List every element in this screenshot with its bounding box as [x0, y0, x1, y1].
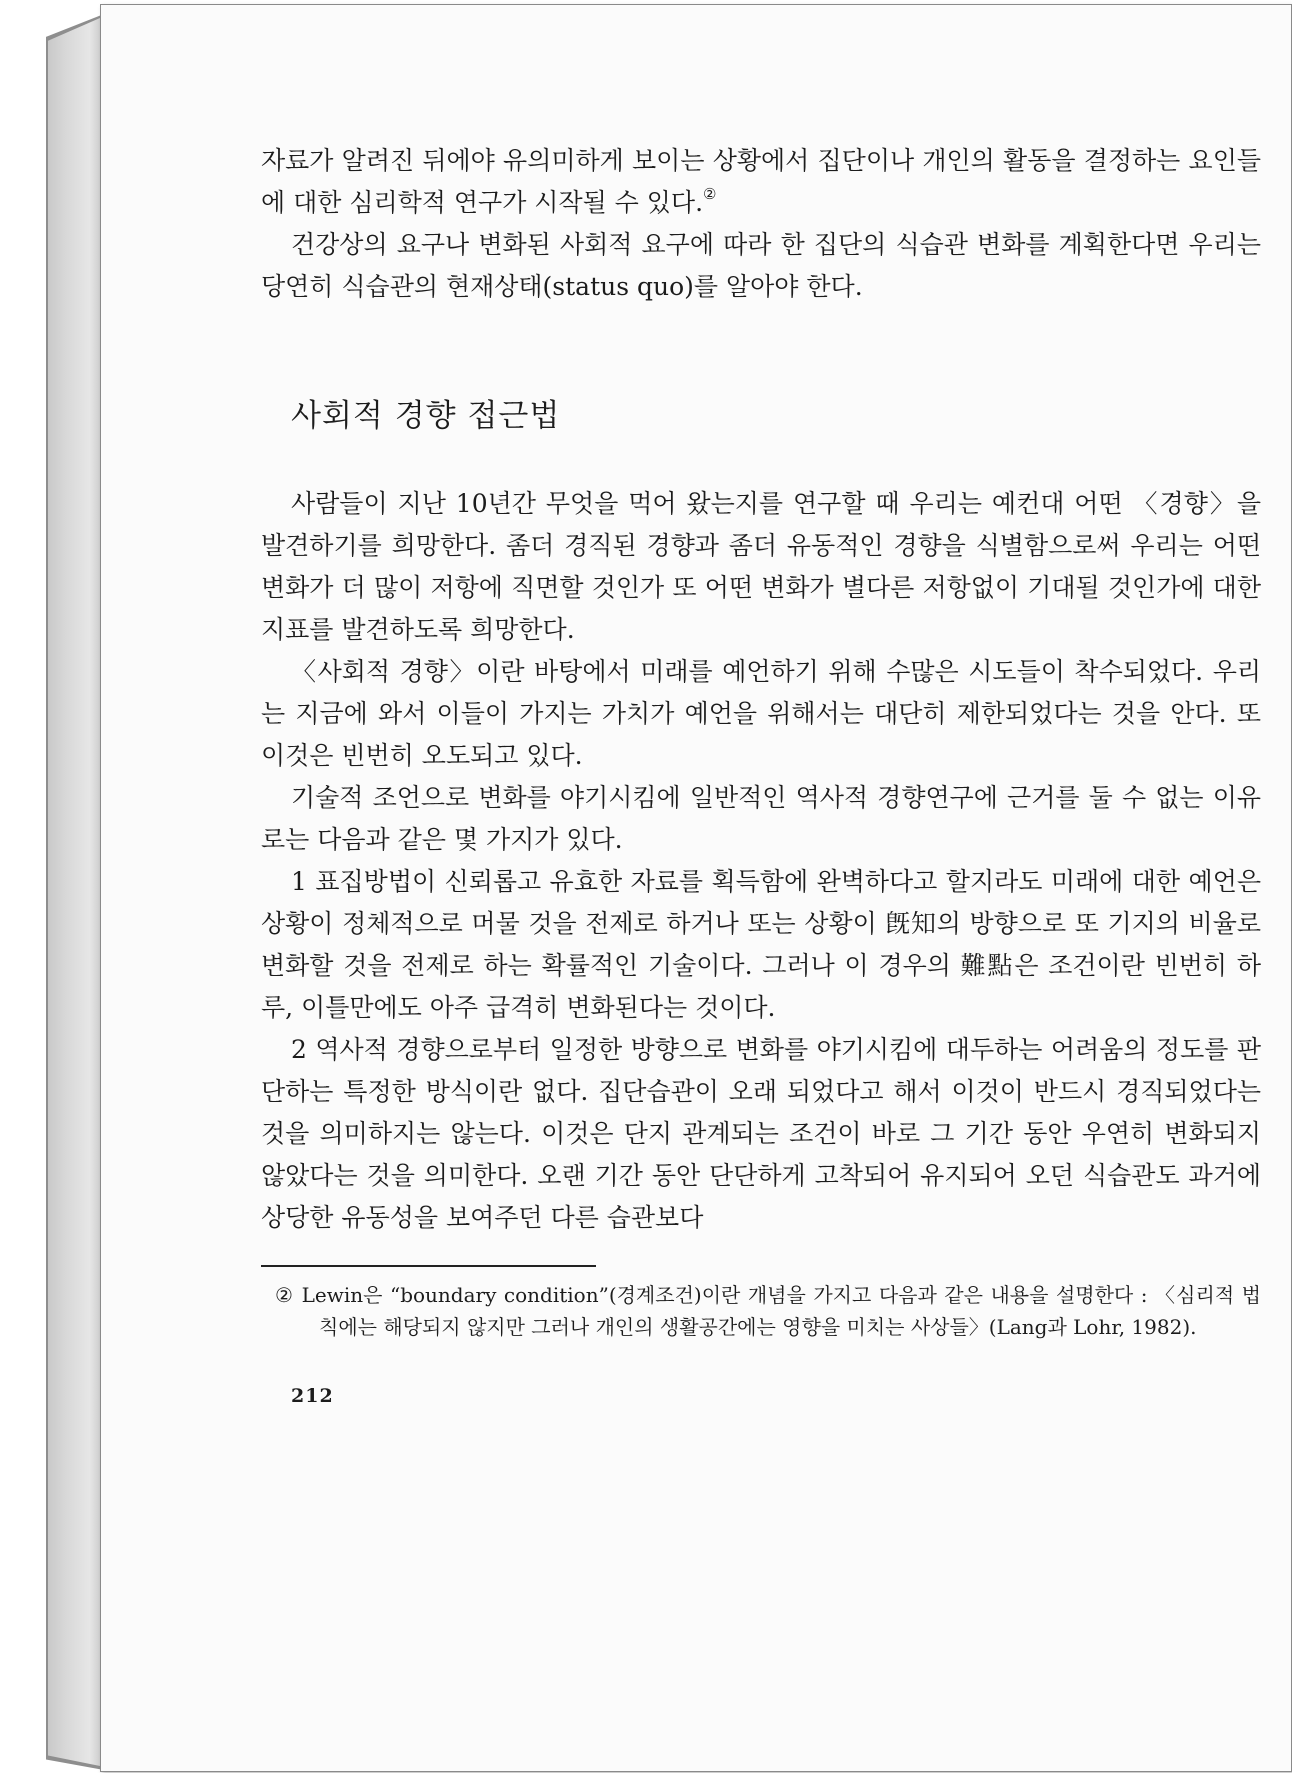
book-page	[100, 4, 1292, 1772]
page-content	[261, 140, 1261, 1407]
footnote-marker: ②	[703, 185, 717, 203]
book-spine	[48, 18, 100, 1766]
intro-block	[261, 140, 1261, 308]
section-paragraph-1: 사람들이 지난 10년간 무엇을 먹어 왔는지를 연구할 때 우리는 예컨대 어떤 〈경향〉을 발견하기를 희망한다. 좀더 경직된 경향과 좀더 유동적인 경향을 식별함으로써 우리는 어떤 변화가 더 많이 저항에 직면할 것인가 또 어떤 변화가 별다른 저항없이 기대될 것인가에 대한 지표를 발견하도록 희망한다.	[261, 489, 1261, 644]
footnote-divider	[261, 1265, 596, 1267]
page-number: 212	[291, 1385, 334, 1407]
section-paragraph-2: 〈사회적 경향〉이란 바탕에서 미래를 예언하기 위해 수많은 시도들이 착수되었다. 우리는 지금에 와서 이들이 가지는 가치가 예언을 위해서는 대단히 제한되었다는 것을 안다. 또 이것은 빈번히 오도되고 있다.	[261, 657, 1261, 770]
list-item-2: 2 역사적 경향으로부터 일정한 방향으로 변화를 야기시킴에 대두하는 어려움의 정도를 판단하는 특정한 방식이란 없다. 집단습관이 오래 되었다고 해서 이것이 반드시 경직되었다는 것을 의미하지는 않는다. 이것은 단지 관계되는 조건이 바로 그 기간 동안 우연히 변화되지 않았다는 것을 의미한다. 오랜 기간 동안 단단하게 고착되어 유지되어 오던 식습관도 과거에 상당한 유동성을 보여주던 다른 습관보다	[261, 1035, 1261, 1232]
section-body	[261, 483, 1261, 1239]
list-item-1: 1 표집방법이 신뢰롭고 유효한 자료를 획득함에 완벽하다고 할지라도 미래에 대한 예언은 상황이 정체적으로 머물 것을 전제로 하거나 또는 상황이 旣知의 방향으로 또 기지의 비율로 변화할 것을 전제로 하는 확률적인 기술이다. 그러나 이 경우의 難點은 조건이란 빈번히 하루, 이틀만에도 아주 급격히 변화된다는 것이다.	[261, 867, 1261, 1022]
intro-paragraph-2: 건강상의 요구나 변화된 사회적 요구에 따라 한 집단의 식습관 변화를 계획한다면 우리는 당연히 식습관의 현재상태(status quo)를 알아야 한다.	[261, 230, 1261, 301]
section-heading: 사회적 경향 접근법	[291, 398, 561, 434]
intro-paragraph-1: 자료가 알려진 뒤에야 유의미하게 보이는 상황에서 집단이나 개인의 활동을 결정하는 요인들에 대한 심리학적 연구가 시작될 수 있다.②	[261, 146, 1261, 217]
footnote: ② Lewin은 “boundary condition”(경계조건)이란 개념을 가지고 다음과 같은 내용을 설명한다 : 〈심리적 법칙에는 해당되지 않지만 그러나 개인의 생활공간에는 영향을 미치는 사상들〉(Lang과 Lohr, 1982).	[275, 1283, 1261, 1339]
section-paragraph-3: 기술적 조언으로 변화를 야기시킴에 일반적인 역사적 경향연구에 근거를 둘 수 없는 이유로는 다음과 같은 몇 가지가 있다.	[261, 783, 1261, 854]
